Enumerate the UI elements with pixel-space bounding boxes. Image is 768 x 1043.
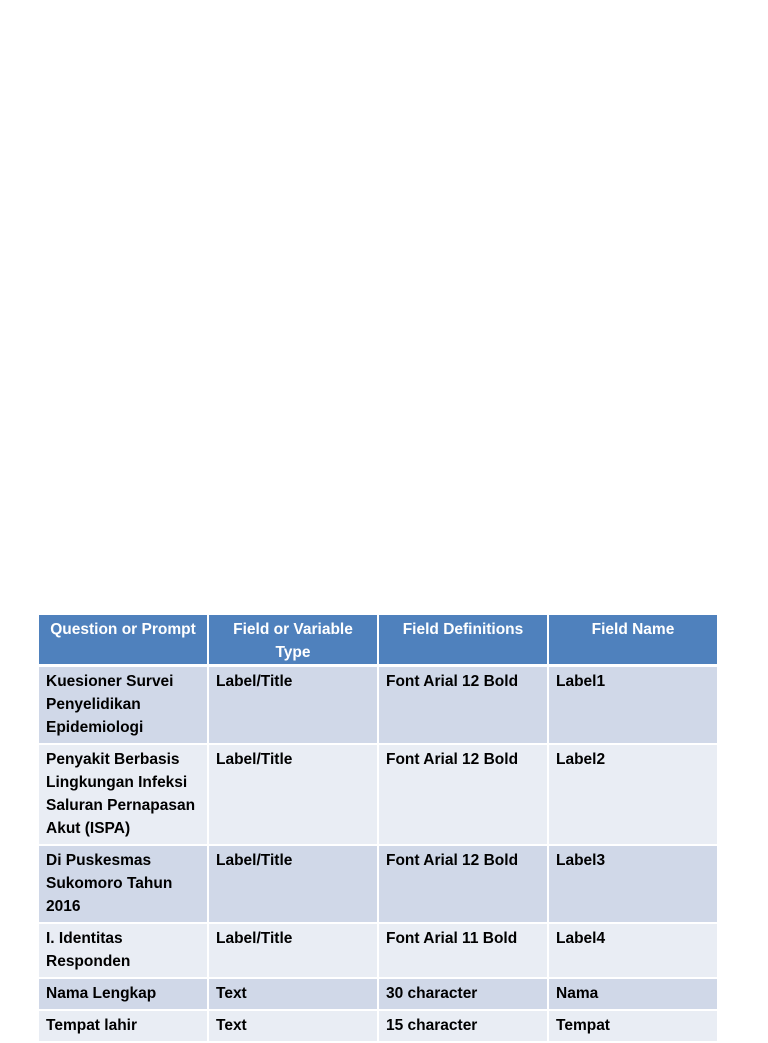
table-row bbox=[39, 845, 717, 923]
table-row bbox=[39, 666, 717, 745]
cell-question: Kuesioner Survei Penyelidikan Epidemiologi bbox=[39, 666, 208, 745]
cell-definition: Font Arial 12 Bold bbox=[378, 666, 548, 745]
table-row bbox=[39, 1010, 717, 1042]
field-definition-table bbox=[39, 615, 717, 1043]
cell-type: Label/Title bbox=[208, 666, 378, 745]
cell-definition: Font Arial 12 Bold bbox=[378, 845, 548, 923]
table-row bbox=[39, 978, 717, 1010]
cell-definition: Font Arial 11 Bold bbox=[378, 923, 548, 978]
cell-type: Label/Title bbox=[208, 845, 378, 923]
cell-question: Tempat lahir bbox=[39, 1010, 208, 1042]
cell-type: Text bbox=[208, 1010, 378, 1042]
cell-type: Label/Title bbox=[208, 744, 378, 845]
cell-field-name: Label1 bbox=[548, 666, 717, 745]
header-field-name: Field Name bbox=[548, 615, 717, 666]
cell-definition: 30 character bbox=[378, 978, 548, 1010]
header-field-or-variable-type: Field or Variable Type bbox=[208, 615, 378, 666]
header-field-definitions: Field Definitions bbox=[378, 615, 548, 666]
cell-question: Nama Lengkap bbox=[39, 978, 208, 1010]
cell-definition: 15 character bbox=[378, 1010, 548, 1042]
table-row bbox=[39, 744, 717, 845]
cell-field-name: Label4 bbox=[548, 923, 717, 978]
table-header-row bbox=[39, 615, 717, 666]
cell-type: Text bbox=[208, 978, 378, 1010]
cell-definition: Font Arial 12 Bold bbox=[378, 744, 548, 845]
cell-field-name: Tempat bbox=[548, 1010, 717, 1042]
table-row bbox=[39, 923, 717, 978]
cell-question: Di Puskesmas Sukomoro Tahun 2016 bbox=[39, 845, 208, 923]
cell-field-name: Nama bbox=[548, 978, 717, 1010]
cell-question: Penyakit Berbasis Lingkungan Infeksi Saluran Pernapasan Akut (ISPA) bbox=[39, 744, 208, 845]
header-question-or-prompt: Question or Prompt bbox=[39, 615, 208, 666]
cell-field-name: Label2 bbox=[548, 744, 717, 845]
cell-question: I. Identitas Responden bbox=[39, 923, 208, 978]
cell-type: Label/Title bbox=[208, 923, 378, 978]
cell-field-name: Label3 bbox=[548, 845, 717, 923]
